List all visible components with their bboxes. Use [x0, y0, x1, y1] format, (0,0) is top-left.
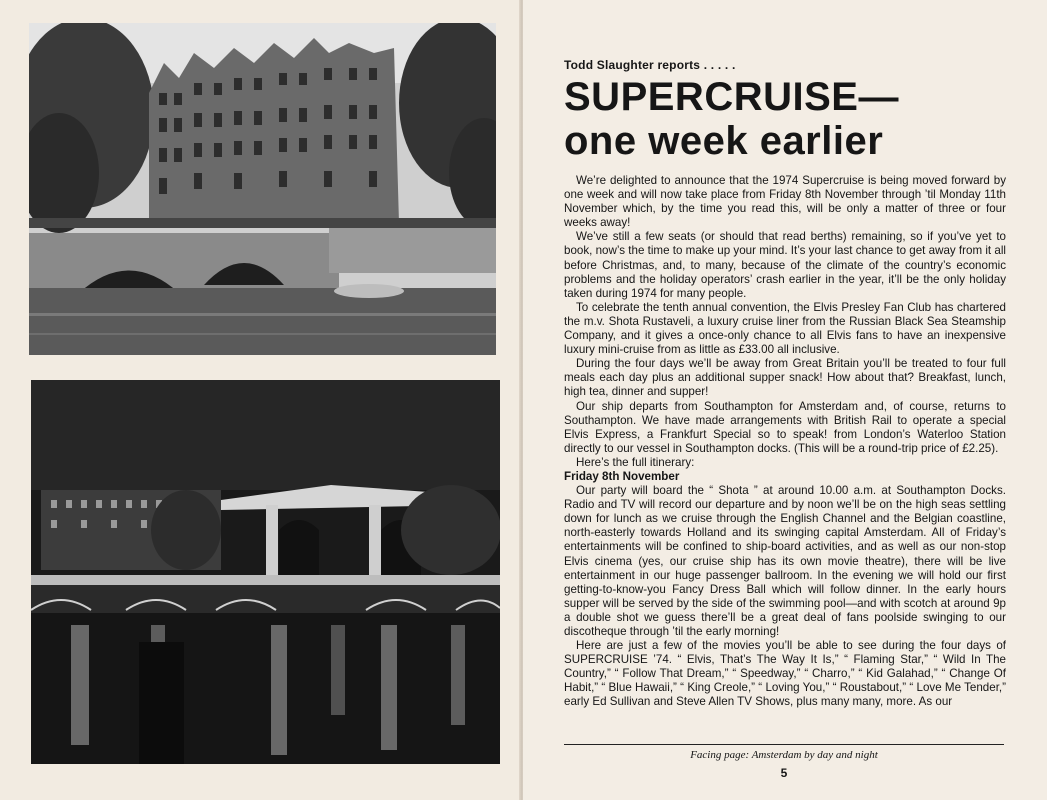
caption-rule	[564, 744, 1004, 745]
article-body	[564, 174, 1006, 710]
paragraph: We’ve still a few seats (or should that read berths) remaining, so if you’ve yet to book, now’s the time to make up your mind. It’s your last chance to get away from it all before Christmas, and, to many, because of the climate of the country’s economic problems and the holiday operators’ crash earlier in the year, it’ll be the only holiday taken during 1974 for many people.	[564, 230, 1006, 300]
right-page	[523, 0, 1047, 800]
headline-line-1: SUPERCRUISE—	[564, 75, 899, 119]
itinerary-heading: Friday 8th November	[564, 469, 680, 483]
headline-line-2: one week earlier	[564, 119, 884, 163]
paragraph: We’re delighted to announce that the 1974 Supercruise is being moved forward by one week and will now take place from Friday 8th November through ’til Monday 11th November which, by the time you read this, will be only a matter of three or four weeks away!	[564, 174, 1006, 230]
paragraph: To celebrate the tenth annual convention, the Elvis Presley Fan Club has chartered the m.v. Shota Rustaveli, a luxury cruise liner from the Russian Black Sea Steamship Company, and it gives a once-only chance to all Elvis fans to have an inexpensive luxury mini-cruise from as little as £33.00 all inclusive.	[564, 300, 1006, 357]
article-kicker: Todd Slaughter reports . . . . .	[564, 58, 736, 72]
paragraph: Here’s the full itinerary:	[576, 455, 695, 469]
amsterdam-day-photo	[29, 23, 496, 355]
article	[564, 58, 1006, 710]
left-page	[0, 0, 521, 800]
paragraph: During the four days we’ll be away from Great Britain you’ll be treated to four full meals each day plus an additional supper snack! How about that? Breakfast, lunch, high tea, dinner and supper!	[564, 357, 1006, 399]
paragraph: Here are just a few of the movies you’ll be able to see during the four days of SUPERCRUISE ’74. “ Elvis, That’s The Way It Is,” “ Flaming Star,” “ Wild In The Country,” “ Follow That Dream,” “ Speedway,” “ Charro,” “ Kid Galahad,” “ Change Of Habit,” “ Blue Hawaii,” “ King Creole,” “ Loving You,” “ Roustabout,” “ Love Me Tender,” early Ed Sullivan and Steve Allen TV Shows, plus many many, more. As our	[564, 639, 1006, 709]
page-number: 5	[780, 766, 788, 780]
amsterdam-night-photo	[31, 380, 500, 764]
paragraph: Our party will board the “ Shota ” at around 10.00 a.m. at Southampton Docks. Radio and TV will record our departure and by noon we’ll be on the high seas settling down for lunch as we cruise through the English Channel and the Belgian coastline, north-easterly towards Holland and its swinging capital Amsterdam. All of Friday’s entertainments will be confined to ship-board activities, and as well as our non-stop Elvis cinema (yes, our cruise ship has its own movie theatre), there will be live entertainment in our huge passenger ballroom. In the evening we will hold our first getting-to-know-you Fancy Dress Ball which will follow dinner. In the early hours supper will be served by the side of the swimming pool—and with scotch at around 9p a double shot we guess there’ll be a great deal of fans poolside swinging to our discotheque through ’til the early morning!	[564, 484, 1006, 638]
photo-caption: Facing page: Amsterdam by day and night	[690, 749, 878, 761]
paragraph: Our ship departs from Southampton for Amsterdam and, of course, returns to Southampton. We have made arrangements with British Rail to operate a special Elvis Express, a Frankfurt Special so to speak! from London’s Waterloo Station directly to our vessel in Southampton docks. (This will be a round-trip price of £2.25).	[564, 399, 1006, 455]
